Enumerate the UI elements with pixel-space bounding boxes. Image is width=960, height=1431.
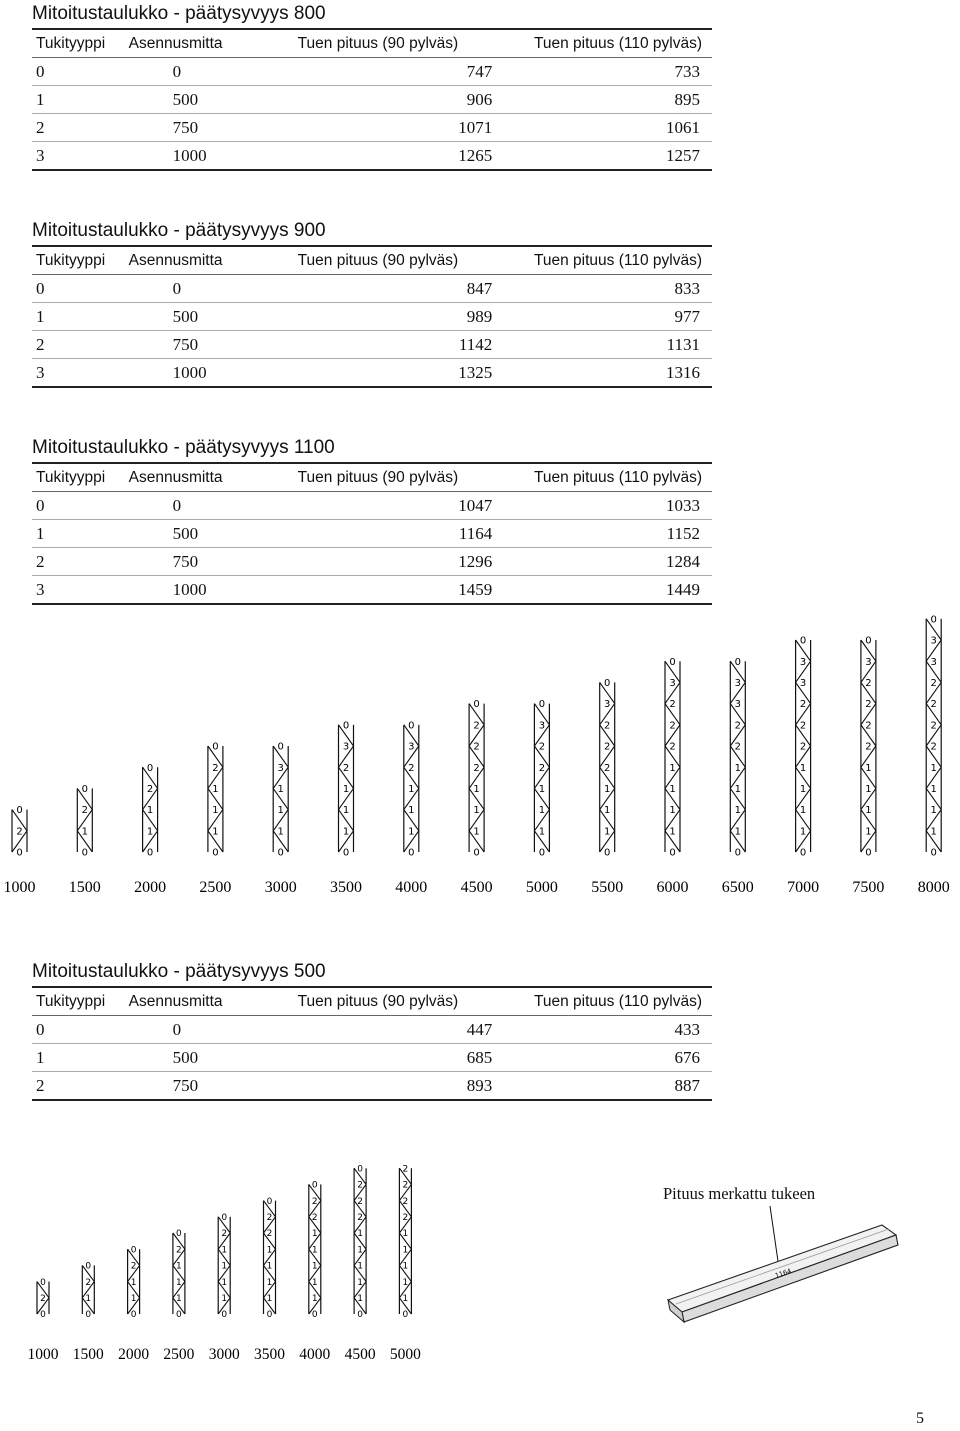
height-label: 2000 xyxy=(134,879,167,896)
frame-number: 3 xyxy=(342,741,350,753)
table-cell: 0 xyxy=(129,1016,261,1044)
frame-number: 2 xyxy=(930,741,937,753)
page-number: 5 xyxy=(916,1410,924,1427)
column-header: Tuen pituus (90 pylväs) xyxy=(261,30,493,58)
height-label: 3000 xyxy=(208,1346,240,1363)
column-header: Tuen pituus (110 pylväs) xyxy=(492,30,712,58)
frame-number: 1 xyxy=(734,826,741,838)
height-label: 4500 xyxy=(460,879,493,896)
table-cell: 1000 xyxy=(129,142,261,171)
support-bar-face xyxy=(682,1235,898,1322)
column-header: Asennusmitta xyxy=(129,464,261,492)
frame-number: 2 xyxy=(311,1213,318,1224)
frame-number: 2 xyxy=(865,678,872,689)
table-cell: 0 xyxy=(32,58,129,86)
height-label: 5500 xyxy=(591,879,624,896)
frame-number: 0 xyxy=(311,1310,318,1321)
table-cell: 906 xyxy=(261,86,493,114)
frame-number: 2 xyxy=(81,805,88,817)
frame-number: 1 xyxy=(277,826,284,838)
table-cell: 1 xyxy=(32,520,129,548)
frame-number: 0 xyxy=(669,847,676,859)
frame-number: 3 xyxy=(408,741,415,753)
height-label: 1500 xyxy=(72,1346,104,1363)
height-label: 2500 xyxy=(163,1346,195,1363)
frame-number: 1 xyxy=(799,762,807,774)
support-bar-top xyxy=(668,1225,896,1312)
frame-number: 2 xyxy=(930,678,937,689)
frame-number: 2 xyxy=(473,741,480,753)
frame-number: 1 xyxy=(81,826,88,838)
height-label: 3500 xyxy=(330,879,362,896)
height-label: 5000 xyxy=(525,879,558,896)
frame-number: 2 xyxy=(212,762,219,774)
frame-number: 1 xyxy=(176,1261,182,1272)
table-cell: 1071 xyxy=(261,114,493,142)
frame-number: 2 xyxy=(357,1213,363,1224)
frame-number: 0 xyxy=(799,847,807,859)
frame-number: 0 xyxy=(402,1310,409,1321)
table-title: Mitoitustaulukko - päätysyvyys 1100 xyxy=(32,434,712,464)
frame-number: 2 xyxy=(473,720,480,732)
height-label: 2000 xyxy=(118,1346,150,1363)
table-cell: 3 xyxy=(32,142,129,171)
table-cell: 0 xyxy=(32,275,129,303)
frame-number: 1 xyxy=(342,826,350,838)
frame-number: 1 xyxy=(408,826,415,838)
frame-number: 2 xyxy=(130,1261,137,1272)
table-cell: 0 xyxy=(129,58,261,86)
table-cell: 750 xyxy=(129,548,261,576)
frame-number: 1 xyxy=(408,805,415,817)
table-cell: 1047 xyxy=(261,492,493,520)
frame-number: 0 xyxy=(85,1261,92,1272)
frame-number: 1 xyxy=(221,1277,228,1288)
column-header: Tuen pituus (110 pylväs) xyxy=(492,464,712,492)
height-label: 1000 xyxy=(3,879,36,896)
table-cell: 500 xyxy=(129,303,261,331)
frame-number: 2 xyxy=(865,741,872,753)
frame-number: 2 xyxy=(357,1180,363,1191)
frame-number: 0 xyxy=(81,784,88,795)
frame-number: 1 xyxy=(930,762,937,774)
column-header: Tukityyppi xyxy=(32,988,129,1016)
frame-number: 1 xyxy=(277,784,284,795)
frame-number: 0 xyxy=(604,678,611,689)
frame-number: 1 xyxy=(311,1245,318,1256)
frame-number: 1 xyxy=(277,805,284,817)
table-cell: 750 xyxy=(129,114,261,142)
frame-number: 1 xyxy=(176,1294,182,1305)
frame-number: 0 xyxy=(212,847,219,859)
frame-number: 0 xyxy=(865,847,872,859)
table-cell: 685 xyxy=(261,1044,493,1072)
frame-number: 0 xyxy=(538,847,546,859)
table-cell: 750 xyxy=(129,1072,261,1101)
table-cell: 0 xyxy=(32,492,129,520)
table-cell: 1033 xyxy=(492,492,712,520)
height-label: 4000 xyxy=(395,879,428,896)
table-cell: 1 xyxy=(32,86,129,114)
frame-number: 2 xyxy=(930,720,937,732)
frame-number: 1 xyxy=(865,826,872,838)
frame-number: 3 xyxy=(538,720,546,732)
support-bar-groove xyxy=(676,1229,889,1304)
height-label: 1500 xyxy=(68,879,101,896)
frame-number: 0 xyxy=(357,1164,363,1175)
frame-number: 3 xyxy=(734,678,741,689)
frame-number: 3 xyxy=(277,762,284,774)
frame-number: 0 xyxy=(342,720,350,732)
table-cell: 1142 xyxy=(261,331,493,359)
column-header: Tuen pituus (110 pylväs) xyxy=(492,247,712,275)
frame-number: 2 xyxy=(221,1229,228,1240)
frame-number: 2 xyxy=(342,762,350,774)
height-label: 6000 xyxy=(656,879,689,896)
table-cell: 1152 xyxy=(492,520,712,548)
frame-number: 1 xyxy=(865,805,872,817)
table-cell: 887 xyxy=(492,1072,712,1101)
table-cell: 1 xyxy=(32,1044,129,1072)
column-header: Tuen pituus (110 pylväs) xyxy=(492,988,712,1016)
frame-number: 1 xyxy=(130,1277,137,1288)
frame-number: 2 xyxy=(604,762,611,774)
frame-number: 1 xyxy=(402,1277,409,1288)
height-label: 7500 xyxy=(852,879,885,896)
frame-number: 1 xyxy=(212,805,219,817)
frame-number: 3 xyxy=(799,678,807,689)
frame-number: 1 xyxy=(734,784,741,795)
frame-number: 3 xyxy=(734,699,741,711)
height-label: 6500 xyxy=(721,879,754,896)
frame-number: 2 xyxy=(402,1180,409,1191)
frame-number: 1 xyxy=(221,1261,228,1272)
table-cell: 1061 xyxy=(492,114,712,142)
frame-number: 1 xyxy=(311,1229,318,1240)
column-header: Tuen pituus (90 pylväs) xyxy=(261,247,493,275)
table-cell: 1131 xyxy=(492,331,712,359)
height-label: 5000 xyxy=(389,1346,421,1363)
frame-number: 1 xyxy=(669,826,676,838)
frame-number: 1 xyxy=(604,805,611,817)
frame-number: 0 xyxy=(40,1277,46,1288)
frame-number: 0 xyxy=(176,1310,182,1321)
frame-number: 2 xyxy=(930,699,937,711)
table-cell: 3 xyxy=(32,359,129,388)
table-cell: 1325 xyxy=(261,359,493,388)
height-label: 4500 xyxy=(344,1346,376,1363)
frame-number: 2 xyxy=(85,1277,92,1288)
frame-number: 1 xyxy=(311,1294,318,1305)
table-cell: 833 xyxy=(492,275,712,303)
frame-number: 0 xyxy=(146,847,154,859)
frame-number: 2 xyxy=(669,699,676,711)
table-cell: 0 xyxy=(129,275,261,303)
frame-number: 1 xyxy=(734,805,741,817)
frame-number: 1 xyxy=(604,784,611,795)
frame-number: 0 xyxy=(734,656,741,668)
frame-number: 3 xyxy=(604,699,611,711)
frame-number: 0 xyxy=(277,847,284,859)
frame-number: 0 xyxy=(146,762,154,774)
frame-number: 1 xyxy=(357,1294,363,1305)
frame-number: 0 xyxy=(799,635,807,647)
column-header: Tuen pituus (90 pylväs) xyxy=(261,464,493,492)
frame-number: 2 xyxy=(16,826,23,838)
table-cell: 1296 xyxy=(261,548,493,576)
height-label: 7000 xyxy=(787,879,820,896)
column-header: Tukityyppi xyxy=(32,464,129,492)
table-cell: 447 xyxy=(261,1016,493,1044)
table-cell: 1459 xyxy=(261,576,493,605)
frame-number: 0 xyxy=(342,847,350,859)
frame-number: 1 xyxy=(342,784,350,795)
frame-number: 1 xyxy=(799,826,807,838)
frame-number: 1 xyxy=(311,1261,318,1272)
frame-number: 1 xyxy=(402,1261,409,1272)
frame-number: 1 xyxy=(266,1294,273,1305)
table-title: Mitoitustaulukko - päätysyvyys 800 xyxy=(32,0,712,30)
frame-number: 2 xyxy=(865,699,872,711)
frame-number: 1 xyxy=(538,805,546,817)
frame-number: 0 xyxy=(930,614,937,626)
table-cell: 1265 xyxy=(261,142,493,171)
height-label: 2500 xyxy=(199,879,232,896)
frame-number: 2 xyxy=(604,741,611,753)
frame-number: 2 xyxy=(473,762,480,774)
frame-number: 1 xyxy=(342,805,350,817)
frame-number: 1 xyxy=(266,1245,273,1256)
frame-number: 1 xyxy=(402,1245,409,1256)
table-cell: 733 xyxy=(492,58,712,86)
frame-number: 3 xyxy=(799,656,807,668)
frame-number: 1 xyxy=(473,784,480,795)
frame-number: 2 xyxy=(408,762,415,774)
frame-number: 1 xyxy=(357,1261,363,1272)
frame-number: 2 xyxy=(266,1213,273,1224)
table-cell: 750 xyxy=(129,331,261,359)
table-cell: 2 xyxy=(32,1072,129,1101)
frame-number: 1 xyxy=(130,1294,137,1305)
frame-number: 0 xyxy=(669,656,676,668)
frame-number: 2 xyxy=(402,1213,409,1224)
frame-number: 0 xyxy=(130,1310,137,1321)
product-caption: Pituus merkattu tukeen xyxy=(663,1184,816,1203)
table-cell: 895 xyxy=(492,86,712,114)
product-stamp: 1164 xyxy=(774,1266,793,1280)
table-title: Mitoitustaulukko - päätysyvyys 900 xyxy=(32,217,712,247)
frame-number: 0 xyxy=(604,847,611,859)
table-cell: 2 xyxy=(32,114,129,142)
frame-number: 2 xyxy=(799,741,807,753)
frame-number: 1 xyxy=(176,1277,182,1288)
table-cell: 1449 xyxy=(492,576,712,605)
frame-number: 1 xyxy=(865,762,872,774)
frame-number: 2 xyxy=(669,741,676,753)
frame-number: 1 xyxy=(734,762,741,774)
table-cell: 0 xyxy=(32,1016,129,1044)
frame-number: 1 xyxy=(221,1294,228,1305)
frame-number: 0 xyxy=(311,1180,318,1191)
table-cell: 1000 xyxy=(129,576,261,605)
frame-number: 0 xyxy=(266,1310,273,1321)
frame-number: 0 xyxy=(85,1310,92,1321)
table-cell: 500 xyxy=(129,1044,261,1072)
frame-number: 2 xyxy=(266,1229,273,1240)
table-cell: 1164 xyxy=(261,520,493,548)
frame-number: 1 xyxy=(408,784,415,795)
frame-number: 0 xyxy=(16,805,23,817)
frame-number: 0 xyxy=(473,847,480,859)
frame-number: 1 xyxy=(357,1277,363,1288)
height-label: 1000 xyxy=(27,1346,59,1363)
table-cell: 433 xyxy=(492,1016,712,1044)
table-cell: 0 xyxy=(129,492,261,520)
height-label: 4000 xyxy=(299,1346,331,1363)
column-header: Asennusmitta xyxy=(129,30,261,58)
frame-number: 0 xyxy=(221,1310,228,1321)
frame-number: 0 xyxy=(266,1196,273,1207)
frame-number: 1 xyxy=(146,805,154,817)
column-header: Tuen pituus (90 pylväs) xyxy=(261,988,493,1016)
table-cell: 893 xyxy=(261,1072,493,1101)
table-cell: 500 xyxy=(129,520,261,548)
frame-number: 1 xyxy=(146,826,154,838)
frame-number: 1 xyxy=(266,1261,273,1272)
frame-number: 2 xyxy=(40,1294,46,1305)
frame-number: 1 xyxy=(669,762,676,774)
frame-number: 0 xyxy=(357,1310,363,1321)
frame-number: 0 xyxy=(16,847,23,859)
frame-number: 1 xyxy=(357,1229,363,1240)
frame-number: 1 xyxy=(357,1245,363,1256)
frame-number: 1 xyxy=(799,784,807,795)
frame-number: 2 xyxy=(402,1164,409,1175)
frame-number: 2 xyxy=(538,741,546,753)
frame-number: 2 xyxy=(176,1245,182,1256)
frame-number: 0 xyxy=(865,635,872,647)
frame-number: 1 xyxy=(538,784,546,795)
height-label: 3000 xyxy=(264,879,297,896)
frame-number: 1 xyxy=(266,1277,273,1288)
frame-number: 2 xyxy=(669,720,676,732)
column-header: Asennusmitta xyxy=(129,247,261,275)
table-cell: 2 xyxy=(32,548,129,576)
column-header: Tukityyppi xyxy=(32,30,129,58)
table-cell: 1 xyxy=(32,303,129,331)
table-cell: 747 xyxy=(261,58,493,86)
table-cell: 847 xyxy=(261,275,493,303)
frame-number: 0 xyxy=(408,847,415,859)
table-cell: 977 xyxy=(492,303,712,331)
height-label: 8000 xyxy=(917,879,950,896)
column-header: Asennusmitta xyxy=(129,988,261,1016)
frame-number: 0 xyxy=(408,720,415,732)
frame-number: 2 xyxy=(734,720,741,732)
frame-number: 2 xyxy=(146,784,154,795)
frame-number: 0 xyxy=(277,741,284,753)
frame-number: 1 xyxy=(221,1245,228,1256)
frame-number: 0 xyxy=(538,699,546,711)
table-cell: 676 xyxy=(492,1044,712,1072)
frame-number: 0 xyxy=(40,1310,46,1321)
frame-number: 2 xyxy=(604,720,611,732)
frame-number: 2 xyxy=(311,1196,318,1207)
table-cell: 2 xyxy=(32,331,129,359)
frame-number: 0 xyxy=(212,741,219,753)
frame-number: 1 xyxy=(669,784,676,795)
frame-number: 2 xyxy=(734,741,741,753)
frame-number: 1 xyxy=(85,1294,92,1305)
frame-number: 3 xyxy=(930,635,937,647)
frame-number: 1 xyxy=(604,826,611,838)
table-cell: 1316 xyxy=(492,359,712,388)
frame-number: 0 xyxy=(930,847,937,859)
height-label: 3500 xyxy=(254,1346,285,1363)
frame-number: 0 xyxy=(473,699,480,711)
frame-number: 1 xyxy=(212,784,219,795)
frame-number: 2 xyxy=(865,720,872,732)
frame-number: 1 xyxy=(669,805,676,817)
frame-number: 2 xyxy=(357,1196,363,1207)
frame-number: 1 xyxy=(311,1277,318,1288)
table-cell: 1257 xyxy=(492,142,712,171)
frame-number: 0 xyxy=(81,847,88,859)
table-cell: 1284 xyxy=(492,548,712,576)
frame-number: 2 xyxy=(799,699,807,711)
table-title: Mitoitustaulukko - päätysyvyys 500 xyxy=(32,958,712,988)
frame-number: 3 xyxy=(669,678,676,689)
table-cell: 500 xyxy=(129,86,261,114)
table-cell: 1000 xyxy=(129,359,261,388)
frame-number: 1 xyxy=(402,1229,409,1240)
frame-number: 0 xyxy=(176,1229,182,1240)
frame-number: 3 xyxy=(930,656,937,668)
frame-number: 1 xyxy=(538,826,546,838)
frame-number: 2 xyxy=(799,720,807,732)
column-header: Tukityyppi xyxy=(32,247,129,275)
frame-number: 1 xyxy=(865,784,872,795)
table-cell: 989 xyxy=(261,303,493,331)
frame-number: 2 xyxy=(538,762,546,774)
frame-number: 1 xyxy=(930,784,937,795)
frame-number: 0 xyxy=(130,1245,137,1256)
frame-number: 0 xyxy=(734,847,741,859)
frame-number: 3 xyxy=(865,656,872,668)
frame-number: 2 xyxy=(402,1196,409,1207)
frame-number: 1 xyxy=(402,1294,409,1305)
frame-number: 1 xyxy=(212,826,219,838)
frame-number: 1 xyxy=(473,826,480,838)
table-cell: 3 xyxy=(32,576,129,605)
frame-number: 1 xyxy=(473,805,480,817)
frame-number: 1 xyxy=(799,805,807,817)
frame-number: 1 xyxy=(930,805,937,817)
frame-number: 1 xyxy=(930,826,937,838)
frame-number: 0 xyxy=(221,1213,228,1224)
